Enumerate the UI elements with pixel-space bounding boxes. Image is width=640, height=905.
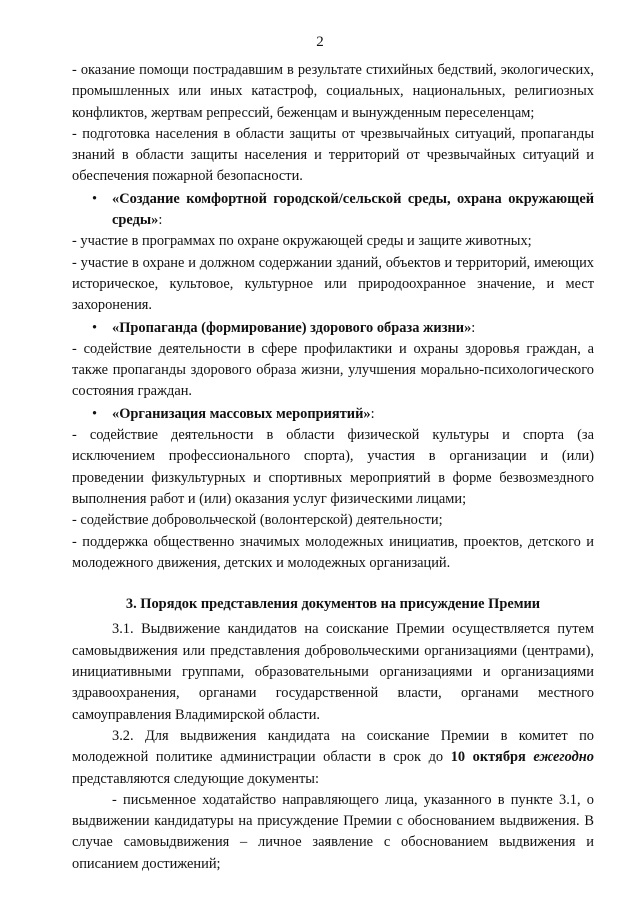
document-body	[72, 60, 594, 875]
list-item: - участие в программах по охране окружающей среды и защите животных;	[72, 233, 532, 250]
deadline-date: 10 октября	[450, 749, 526, 766]
category-title: «Пропаганда (формирование) здорового образа жизни»	[112, 319, 472, 336]
paragraph-3-1: 3.1. Выдвижение кандидатов на соискание Премии осуществляется путем самовыдвижения или представления добровольческими организациями (центрами), инициативными группами, образовательными организациями и организациями здравоохранения, органами государственной власти, органами местного самоуправления Владимирской области.	[72, 621, 594, 723]
section-3-heading: 3. Порядок представления документов на присуждение Премии	[125, 596, 541, 613]
bullet-icon: •	[92, 405, 98, 422]
category-colon: :	[471, 319, 476, 336]
list-item: - содействие деятельности в сфере профилактики и охраны здоровья граждан, а также пропаганды здорового образа жизни, улучшения морально-психологического состояния граждан.	[72, 340, 594, 400]
category-bullet	[72, 318, 594, 339]
paragraph-3-2	[72, 726, 594, 790]
list-item: - участие в охране и должном содержании зданий, объектов и территорий, имеющих историческое, культовое, культурное или природоохранное значение, и мест захоронения.	[72, 254, 594, 314]
category-colon: :	[158, 212, 163, 229]
paragraph-3-2-start: 3.2. Для выдвижения кандидата на соискание Премии в комитет по молодежной политике администрации области в срок до	[72, 727, 594, 766]
category-title: «Организация массовых мероприятий»	[112, 405, 371, 422]
paragraph-petition: - письменное ходатайство направляющего лица, указанного в пункте 3.1, о выдвижении кандидатуры на присуждение Премии с обоснованием выдвижения. В случае самовыдвижения – личное заявление с обоснованием выдвижения и описанием достижений;	[72, 791, 594, 872]
list-item: - поддержка общественно значимых молодежных инициатив, проектов, детского и молодежного движения, детских и молодежных организаций.	[72, 533, 594, 571]
category-bullet	[72, 404, 594, 425]
bullet-icon: •	[92, 319, 98, 336]
text-blocks	[72, 60, 594, 574]
deadline-yearly: ежегодно	[533, 749, 594, 766]
list-item: - содействие добровольческой (волонтерской) деятельности;	[72, 512, 443, 529]
bullet-icon: •	[92, 190, 98, 207]
list-item: - оказание помощи пострадавшим в результате стихийных бедствий, экологических, промышленных или иных катастроф, социальных, национальных, религиозных конфликтов, жертвам репрессий, беженцам и вынужденным переселенцам;	[72, 62, 594, 121]
list-item: - подготовка населения в области защиты от чрезвычайных ситуаций, пропаганды знаний в области защиты населения и территорий от чрезвычайных ситуаций и обеспечения пожарной безопасности.	[72, 125, 594, 185]
category-title: «Создание комфортной городской/сельской среды, охрана окружающей среды»	[112, 190, 594, 229]
paragraph-3-2-end: представляются следующие документы:	[72, 770, 319, 787]
category-colon: :	[370, 405, 375, 422]
page-number: 2	[316, 34, 324, 50]
category-bullet	[72, 189, 594, 232]
list-item: - содействие деятельности в области физической культуры и спорта (за исключением профессионального спорта), участия в организации и (или) проведении физкультурных и спортивных мероприятий в форме безвозмездного выполнения работ и (или) оказания услуг физическими лицами;	[72, 427, 594, 507]
